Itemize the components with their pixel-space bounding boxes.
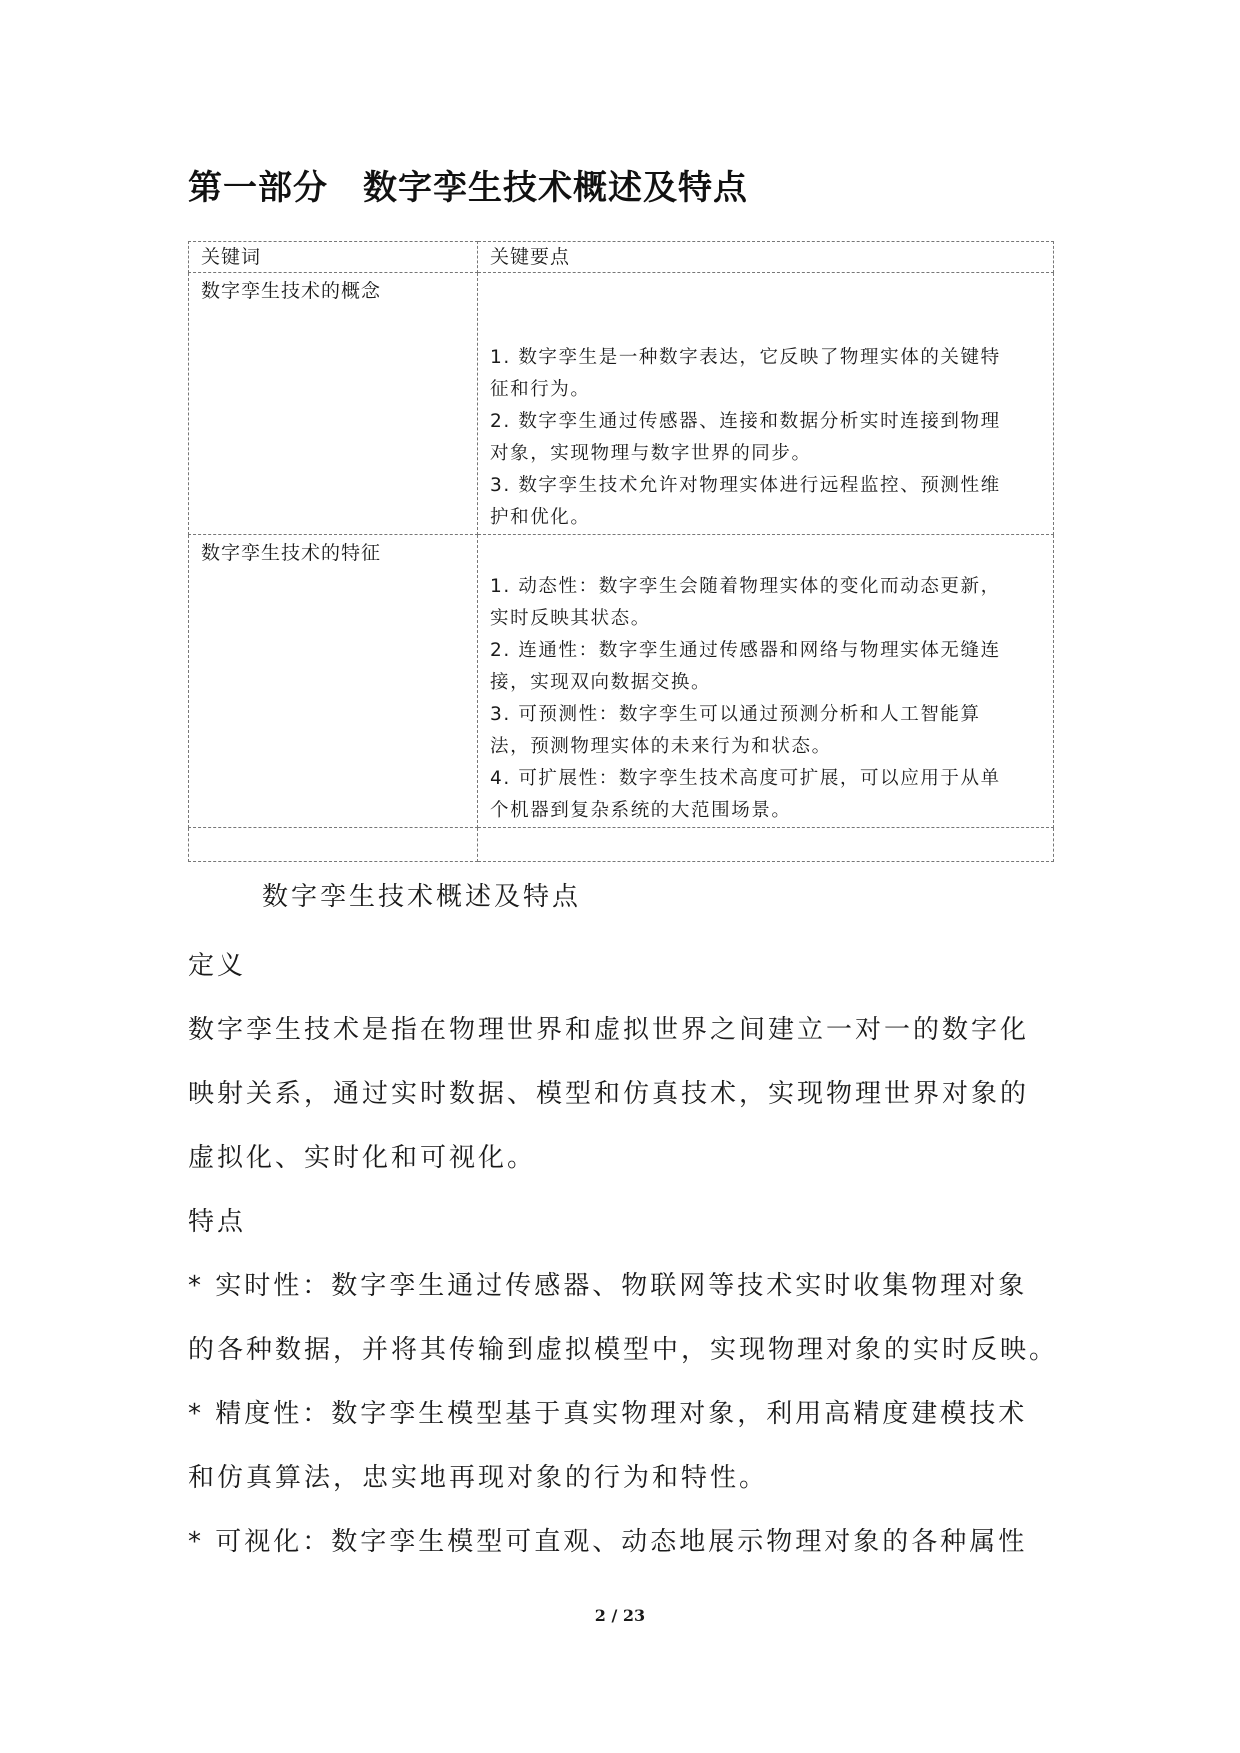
- keyword-cell: [189, 273, 478, 535]
- point-line: 4. 可扩展性：数字孪生技术高度可扩展，可以应用于从单: [490, 768, 1001, 789]
- point-line: 对象，实现物理与数字世界的同步。: [490, 443, 812, 464]
- points-cell: [478, 273, 1054, 535]
- points-list: [478, 535, 1053, 827]
- paragraph-line: * 可视化：数字孪生模型可直观、动态地展示物理对象的各种属性: [188, 1527, 1028, 1557]
- body-text: [188, 934, 1068, 1574]
- point-line: 征和行为。: [490, 379, 591, 400]
- page-number: 2 / 23: [594, 1606, 646, 1625]
- points-cell-empty: [478, 828, 1054, 862]
- keyword-cell: [189, 535, 478, 828]
- table-header-row: [189, 242, 1054, 273]
- paragraph-line: 数字孪生技术是指在物理世界和虚拟世界之间建立一对一的数字化: [188, 1015, 1030, 1045]
- paragraph-line: * 精度性：数字孪生模型基于真实物理对象，利用高精度建模技术: [188, 1399, 1028, 1429]
- point-line: 法，预测物理实体的未来行为和状态。: [490, 736, 832, 757]
- key-points-table: [188, 241, 1054, 862]
- keyword-text: 数字孪生技术的概念: [201, 280, 382, 302]
- points-list: [478, 273, 1053, 534]
- table-row-empty: [189, 828, 1054, 862]
- header-cell-points: [478, 242, 1054, 273]
- content-subtitle: 数字孪生技术概述及特点: [262, 882, 582, 912]
- paragraph-line: 虚拟化、实时化和可视化。: [188, 1143, 537, 1173]
- table-row: [189, 273, 1054, 535]
- paragraph-line: 和仿真算法，忠实地再现对象的行为和特性。: [188, 1463, 769, 1493]
- section-title: 第一部分 数字孪生技术概述及特点: [188, 168, 748, 208]
- point-line: 2. 数字孪生通过传感器、连接和数据分析实时连接到物理: [490, 411, 1001, 432]
- points-cell: [478, 535, 1054, 828]
- header-key-points: 关键要点: [490, 246, 571, 268]
- point-line: 实时反映其状态。: [490, 608, 651, 629]
- point-line: 1. 动态性：数字孪生会随着物理实体的变化而动态更新，: [490, 576, 1001, 597]
- point-line: 2. 连通性：数字孪生通过传感器和网络与物理实体无缝连: [490, 640, 1001, 661]
- keyword-text: 数字孪生技术的特征: [201, 542, 382, 564]
- point-line: 3. 数字孪生技术允许对物理实体进行远程监控、预测性维: [490, 475, 1001, 496]
- point-line: 3. 可预测性：数字孪生可以通过预测分析和人工智能算: [490, 704, 981, 725]
- point-line: 个机器到复杂系统的大范围场景。: [490, 800, 792, 821]
- header-keyword: 关键词: [201, 246, 262, 268]
- heading-features: 特点: [188, 1207, 247, 1237]
- header-cell-keyword: [189, 242, 478, 273]
- keyword-cell-empty: [189, 828, 478, 862]
- paragraph-line: * 实时性：数字孪生通过传感器、物联网等技术实时收集物理对象: [188, 1271, 1028, 1301]
- paragraph-line: 的各种数据，并将其传输到虚拟模型中，实现物理对象的实时反映。: [188, 1335, 1059, 1365]
- paragraph-line: 映射关系，通过实时数据、模型和仿真技术，实现物理世界对象的: [188, 1079, 1030, 1109]
- heading-definition: 定义: [188, 951, 247, 981]
- table-row: [189, 535, 1054, 828]
- point-line: 接，实现双向数据交换。: [490, 672, 712, 693]
- point-line: 1. 数字孪生是一种数字表达，它反映了物理实体的关键特: [490, 347, 1001, 368]
- point-line: 护和优化。: [490, 507, 591, 528]
